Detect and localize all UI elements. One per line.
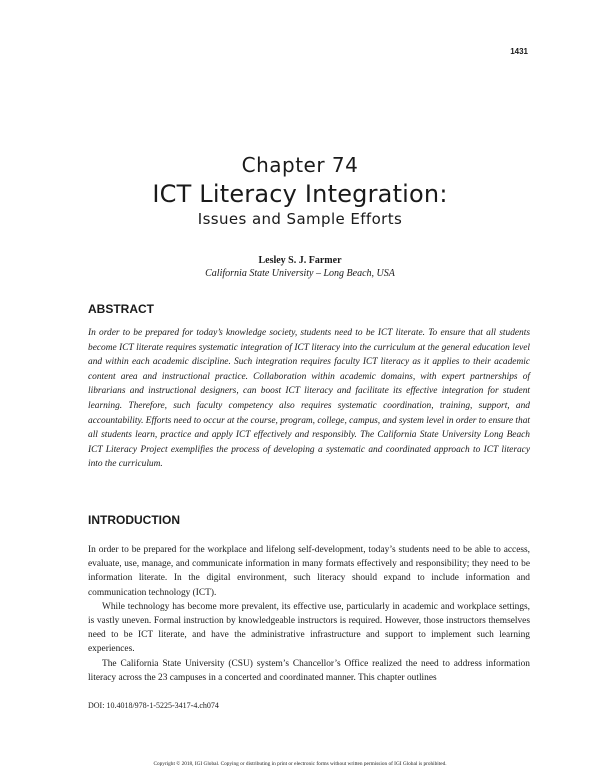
abstract-heading: ABSTRACT <box>88 302 154 316</box>
introduction-paragraph: In order to be prepared for the workplace and lifelong self-development, today’s students need to be able to access, evaluate, use, manage, and communicate information in many formats effectively and responsibility; they need to be information literate. In the digital environment, such literacy should expand to include information and communication technology (ICT). <box>88 545 530 598</box>
introduction-paragraph: The California State University (CSU) system’s Chancellor’s Office realized the need to address information literacy across the 23 campuses in a concerted and coordinated manner. This chapter outlines <box>88 658 530 683</box>
author-affiliation: California State University – Long Beach, USA <box>205 268 395 279</box>
author-name: Lesley S. J. Farmer <box>258 255 342 266</box>
page-number: 1431 <box>510 47 528 56</box>
copyright-notice: Copyright © 2018, IGI Global. Copying or distributing in print or electronic forms without written permission of IGI Global is prohibited. <box>153 761 447 767</box>
chapter-label: Chapter 74 <box>241 153 359 177</box>
introduction-paragraph: While technology has become more prevalent, its effective use, particularly in academic and workplace settings, is vastly uneven. Formal instruction by knowledgeable instructors is required. However, those instructors themselves need to be ICT literate, and have the administrative infrastructure and support to implement such learning experiences. <box>88 601 530 655</box>
introduction-heading: INTRODUCTION <box>88 513 180 527</box>
abstract-text: In order to be prepared for today’s knowledge society, students need to be ICT literate. To ensure that all students become ICT literate requires systematic integration of ICT literacy into the curriculum at the general education level and within each academic discipline. Such integration requires faculty ICT literacy as it applies to their academic content area and instructional practice. Collaboration within academic domains, with expert partnerships of librarians and instructional designers, can boost ICT literacy and facilitate its effective integration for student learning. Therefore, such faculty competency also requires systematic coordination, training, support, and accountability. Efforts need to occur at the course, program, college, campus, and system level in order to ensure that all students learn, practice and apply ICT effectively and responsibly. The California State University Long Beach ICT Literacy Project exemplifies the process of developing a systematic and coordinated approach to ICT literacy into the curriculum. <box>88 328 530 470</box>
chapter-title: ICT Literacy Integration: <box>152 180 448 208</box>
doi-line: DOI: 10.4018/978-1-5225-3417-4.ch074 <box>88 701 219 710</box>
chapter-subtitle: Issues and Sample Efforts <box>197 210 403 228</box>
introduction-body <box>88 543 530 685</box>
